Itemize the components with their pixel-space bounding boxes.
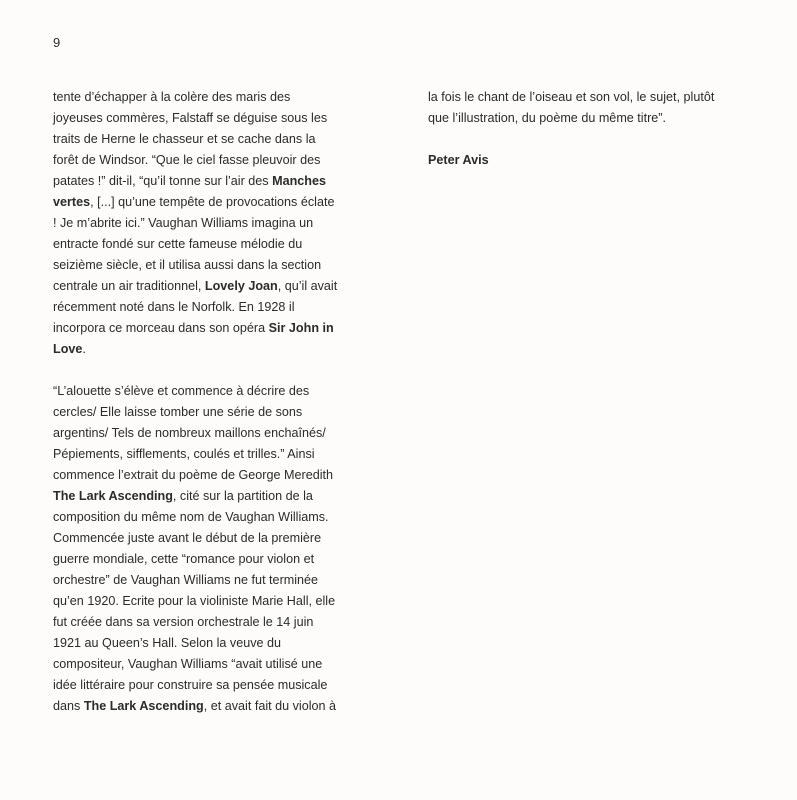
text-run: dans <box>53 699 84 713</box>
text-line: entracte fondé sur cette fameuse mélodie du <box>53 237 303 251</box>
title-lovely-joan: Lovely Joan <box>204 279 278 293</box>
text-run: centrale un air traditionnel, <box>53 279 205 293</box>
author-name: Peter Avis <box>428 153 489 167</box>
page-number: 9 <box>53 35 61 50</box>
author-signature <box>428 150 758 171</box>
text-line: forêt de Windsor. “Que le ciel fasse pleuvoir des <box>53 153 321 167</box>
text-line <box>53 339 373 360</box>
text-line: orchestre” de Vaughan Williams ne fut terminée <box>53 573 319 587</box>
paragraph-falstaff <box>53 87 373 360</box>
title-lark-ascending-2: The Lark Ascending <box>83 699 204 713</box>
text-line <box>53 192 373 213</box>
paragraph-continuation <box>428 87 758 129</box>
text-line: Pépiements, sifflements, coulés et trilles.” Ainsi <box>53 447 315 461</box>
text-line: commence l’extrait du poème de George Meredith <box>53 468 334 482</box>
text-line: idée littéraire pour construire sa pensée musicale <box>53 678 328 692</box>
text-run: . <box>82 342 86 356</box>
text-line <box>53 171 373 192</box>
text-line: seizième siècle, et il utilisa aussi dans la section <box>53 258 322 272</box>
title-sir-john-in-love: Sir John in <box>268 321 334 335</box>
title-lark-ascending: The Lark Ascending <box>53 489 173 503</box>
text-line: fut créée dans sa version orchestrale le 14 juin <box>53 615 314 629</box>
text-run: , [...] qu’une tempête de provocations éclate <box>90 195 335 209</box>
text-line: qu’en 1920. Ecrite pour la violiniste Marie Hall, elle <box>53 594 336 608</box>
paragraph-lark-ascending <box>53 381 373 717</box>
text-line: compositeur, Vaughan Williams “avait utilisé une <box>53 657 323 671</box>
text-run: patates !” dit-il, “qu’il tonne sur l’air des <box>53 174 273 188</box>
text-line <box>53 276 373 297</box>
title-sir-john-in-love-cont: Love <box>53 342 83 356</box>
text-line: tente d’échapper à la colère des maris des <box>53 90 291 104</box>
text-line: “L’alouette s’élève et commence à décrire des <box>53 384 310 398</box>
text-line: ! Je m’abrite ici.” Vaughan Williams imagina un <box>53 216 314 230</box>
text-line <box>53 486 373 507</box>
left-column <box>53 87 373 717</box>
text-line: traits de Herne le chasseur et se cache dans la <box>53 132 316 146</box>
right-column <box>428 87 758 171</box>
text-line: argentins/ Tels de nombreux maillons enchaînés/ <box>53 426 326 440</box>
text-run: , cité sur la partition de la <box>172 489 313 503</box>
text-line: 1921 au Queen’s Hall. Selon la veuve du <box>53 636 282 650</box>
text-line <box>53 696 373 717</box>
text-line <box>53 318 373 339</box>
title-manches-vertes: Manches <box>272 174 326 188</box>
text-line: que l’illustration, du poème du même titre”. <box>428 111 666 125</box>
text-run: incorpora ce morceau dans son opéra <box>53 321 269 335</box>
text-line: récemment noté dans le Norfolk. En 1928 il <box>53 300 295 314</box>
text-line: composition du même nom de Vaughan Williams. <box>53 510 329 524</box>
title-manches-vertes-cont: vertes <box>53 195 91 209</box>
text-line: cercles/ Elle laisse tomber une série de sons <box>53 405 303 419</box>
text-run: , et avait fait du violon à <box>203 699 337 713</box>
text-line: la fois le chant de l’oiseau et son vol, le sujet, plutôt <box>428 90 715 104</box>
text-run: , qu’il avait <box>277 279 338 293</box>
text-line: guerre mondiale, cette “romance pour violon et <box>53 552 315 566</box>
text-line: Commencée juste avant le début de la première <box>53 531 322 545</box>
text-line: joyeuses commères, Falstaff se déguise sous les <box>53 111 328 125</box>
